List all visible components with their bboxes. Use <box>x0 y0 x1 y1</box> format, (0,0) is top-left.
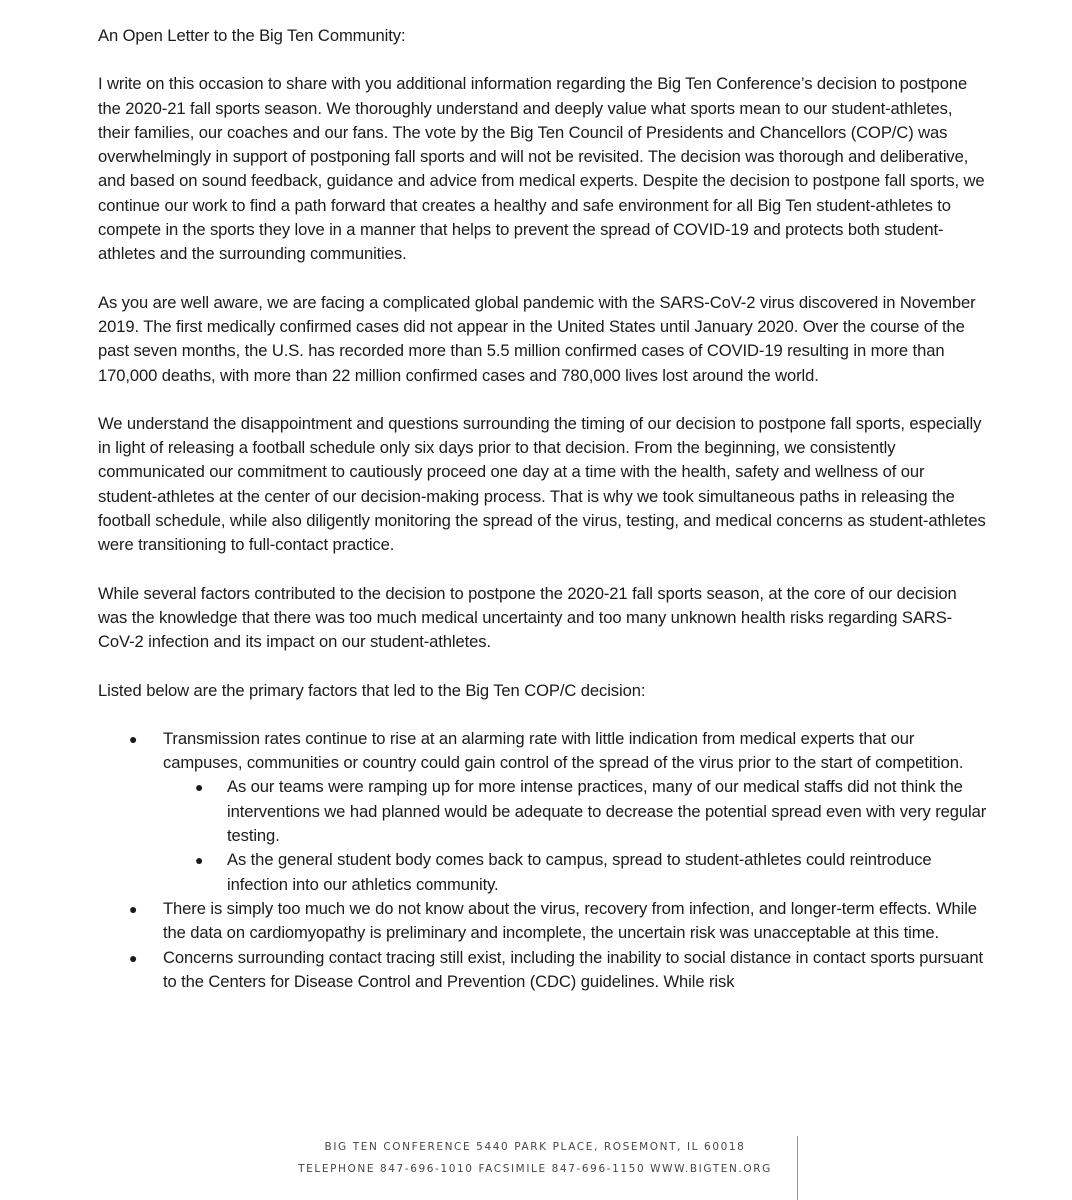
factor-text: Concerns surrounding contact tracing still exist, including the inability to social distance in contact sports pursuant to the Centers for Disease Control and Prevention (CDC) guidelines. While risk <box>163 947 984 991</box>
paragraph-timing: We understand the disappointment and questions surrounding the timing of our decision to postpone fall sports, especially in light of releasing a football schedule only six days prior to that decision. From the beginning, we consistently communicated our commitment to cautiously proceed one day at a time with the health, safety and wellness of our student-athletes at the center of our decision-making process. That is why we took simultaneous paths in releasing the football schedule, while also diligently monitoring the spread of the virus, testing, and medical concerns as student-athletes were transitioning to full-contact practice. <box>98 413 986 555</box>
factors-intro: Listed below are the primary factors that led to the Big Ten COP/C decision: <box>98 680 646 700</box>
footer-contact: TELEPHONE 847-696-1010 FACSIMILE 847-696-1150 WWW.BIGTEN.ORG <box>298 1163 772 1175</box>
bullet-icon: ● <box>129 730 138 747</box>
factor-item <box>98 727 988 897</box>
factor-text: There is simply too much we do not know about the virus, recovery from infection, and longer-term effects. While the data on cardiomyopathy is preliminary and incomplete, the uncertain risk was unacceptable at this time. <box>163 898 977 943</box>
sub-factor-item <box>163 775 988 848</box>
bullet-icon: ● <box>129 900 138 917</box>
factors-list <box>98 727 988 994</box>
factor-item <box>98 897 988 946</box>
paragraph-medical-uncertainty: While several factors contributed to the decision to postpone the 2020-21 fall sports season, at the core of our decision was the knowledge that there was too much medical uncertainty and too many unknown health risks regarding SARS-CoV-2 infection and its impact on our student-athletes. <box>98 583 957 652</box>
letterhead-footer <box>280 1136 790 1180</box>
sub-factor-item <box>163 848 988 897</box>
bullet-icon: ● <box>195 779 204 796</box>
letter-salutation: An Open Letter to the Big Ten Community: <box>98 26 406 45</box>
factor-item <box>98 946 988 995</box>
bullet-icon: ● <box>195 852 204 869</box>
sub-factor-text: As the general student body comes back to campus, spread to student-athletes could reintroduce infection into our athletics community. <box>227 850 932 894</box>
letter-body <box>98 24 988 994</box>
footer-address: BIG TEN CONFERENCE 5440 PARK PLACE, ROSEMONT, IL 60018 <box>324 1141 746 1153</box>
factor-text: Transmission rates continue to rise at an alarming rate with little indication from medical experts that our campuses, communities or country could gain control of the spread of the virus prior to the start of competition. <box>163 728 964 773</box>
paragraph-postponement: I write on this occasion to share with you additional information regarding the Big Ten Conference’s decision to postpone the 2020-21 fall sports season. We thoroughly understand and deeply value what sports mean to our student-athletes, their families, our coaches and our fans. The vote by the Big Ten Council of Presidents and Chancellors (COP/C) was overwhelmingly in support of postponing fall sports and will not be revisited. The decision was thorough and deliberative, and based on sound feedback, guidance and advice from medical experts. Despite the decision to postpone fall sports, we continue our work to find a path forward that creates a healthy and safe environment for all Big Ten student-athletes to compete in the sports they love in a manner that helps to prevent the spread of COVID-19 and protects both student-athletes and the surrounding communities. <box>98 74 985 264</box>
bullet-icon: ● <box>129 949 138 966</box>
footer-divider <box>797 1136 798 1200</box>
sub-factor-text: As our teams were ramping up for more intense practices, many of our medical staffs did not think the interventions we had planned would be adequate to decrease the potential spread even with very regular testing. <box>227 777 987 846</box>
paragraph-pandemic: As you are well aware, we are facing a complicated global pandemic with the SARS-CoV-2 virus discovered in November 2019. The first medically confirmed cases did not appear in the United States until January 2020. Over the course of the past seven months, the U.S. has recorded more than 5.5 million confirmed cases of COVID-19 resulting in more than 170,000 deaths, with more than 22 million confirmed cases and 780,000 lives lost around the world. <box>98 292 976 385</box>
sub-factors-list <box>163 775 988 896</box>
